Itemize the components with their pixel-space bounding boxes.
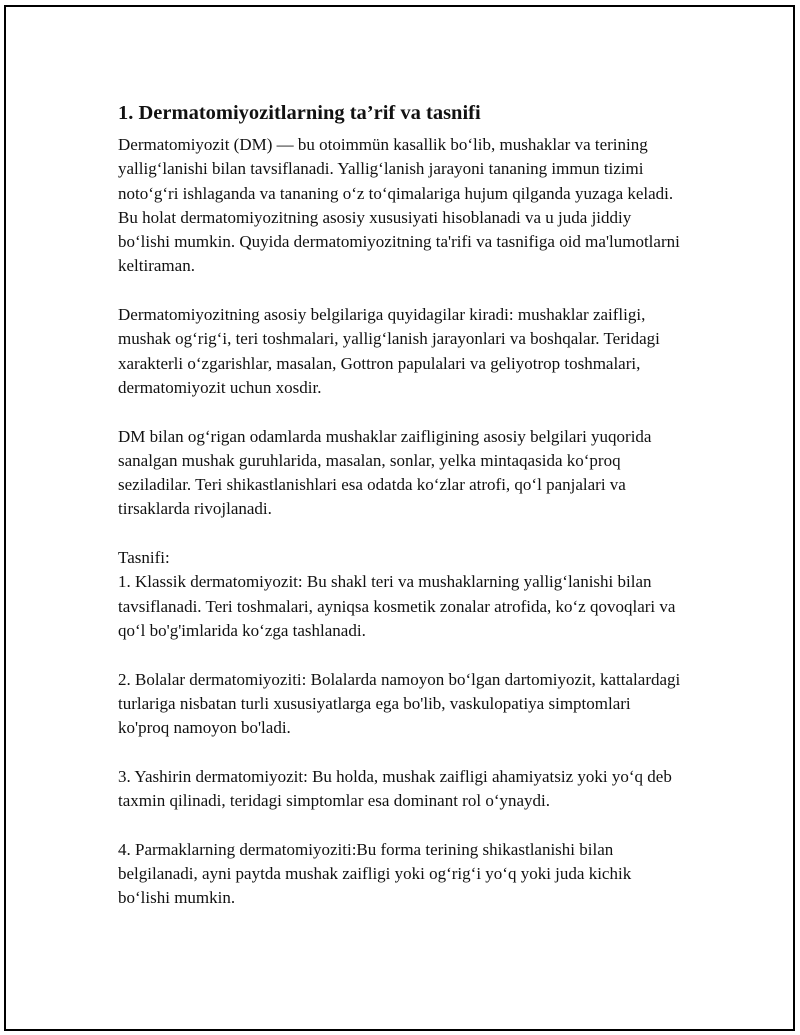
muscle-weakness-paragraph: DM bilan og‘rigan odamlarda mushaklar zaifligining asosiy belgilari yuqorida sanalgan mushak guruhlarida, masalan, sonlar, yelka mintaqasida ko‘proq seziladilar. Teri shikastlanishlari esa odatda ko‘zlar atrofi, qo‘l panjalari va tirsaklarda rivojlanadi. (118, 426, 652, 519)
symptoms-paragraph: Dermatomiyozitning asosiy belgilariga quyidagilar kiradi: mushaklar zaifligi, mushak og‘rig‘i, teri toshmalari, yallig‘lanish jarayonlari va boshqalar. Teridagi xarakterli o‘zgarishlar, masalan, Gottron papulalari va geliyotrop toshmalari, dermatomiyozit uchun xosdir. (118, 305, 660, 397)
classification-label: Tasnifi: (118, 548, 170, 568)
classification-item-juvenile: 2. Bolalar dermatomiyoziti: Bolalarda namoyon bo‘lgan dartomiyozit, kattalardagi turlariga nisbatan turli xususiyatlarga ega bo'lib, vaskulopatiya simptomlari ko'proq namoyon bo'ladi. (118, 669, 681, 738)
section-heading: 1. Dermatomiyozitlarning ta’rif va tasnifi (118, 102, 481, 124)
definition-paragraph: Dermatomiyozit (DM) — bu otoimmün kasallik bo‘lib, mushaklar va terining yallig‘lanishi bilan tavsiflanadi. Yallig‘lanish jarayoni tananing immun tizimi noto‘g‘ri ishlaganda va tananing o‘z to‘qimalariga hujum qilganda yuzaga keladi. Bu holat dermatomiyozitning asosiy xususiyati hisoblanadi va u juda jiddiy bo‘lishi mumkin. Quyida dermatomiyozitning ta'rifi va tasnifiga oid ma'lumotlarni keltiraman. (118, 135, 680, 276)
classification-item-finger: 4. Parmaklarning dermatomiyoziti:Bu forma terining shikastlanishi bilan belgilanadi, ayni paytda mushak zaifligi yoki og‘rig‘i yo‘q yoki juda kichik bo‘lishi mumkin. (118, 839, 632, 908)
classification-item-hidden: 3. Yashirin dermatomiyozit: Bu holda, mushak zaifligi ahamiyatsiz yoki yo‘q deb taxmin qilinadi, teridagi simptomlar esa dominant rol o‘ynaydi. (118, 766, 672, 811)
classification-item-classic: 1. Klassik dermatomiyozit: Bu shakl teri va mushaklarning yallig‘lanishi bilan tavsiflanadi. Teri toshmalari, ayniqsa kosmetik zonalar atrofida, ko‘z qovoqlari va qo‘l bo'g'imlarida ko‘zga tashlanadi. (118, 572, 676, 640)
page-frame (4, 5, 795, 1031)
document-body (118, 99, 683, 911)
